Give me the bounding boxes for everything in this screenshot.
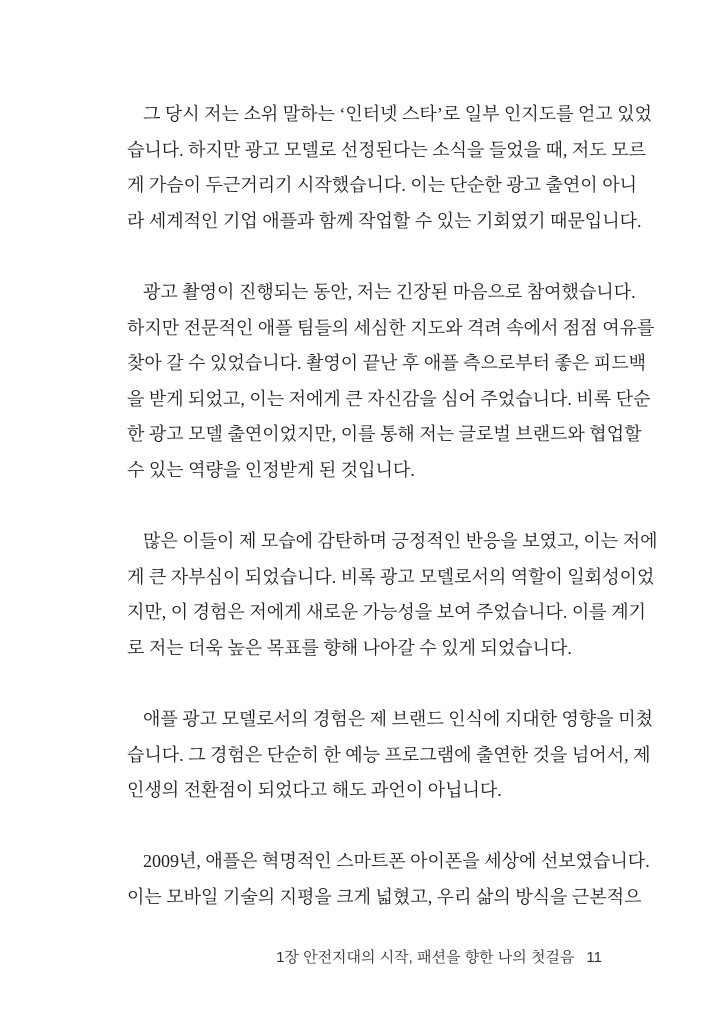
body-text [127, 97, 658, 951]
page-footer [276, 946, 602, 967]
text-line: 로 저는 더욱 높은 목표를 향해 나아갈 수 있게 되었습니다. [127, 637, 572, 658]
text-line: 2009년, 애플은 혁명적인 스마트폰 아이폰을 세상에 선보였습니다. [143, 851, 650, 872]
paragraph [127, 524, 658, 666]
text-line: 라 세계적인 기업 애플과 함께 작업할 수 있는 기회였기 때문입니다. [127, 210, 642, 231]
text-line: 인생의 전환점이 되었다고 해도 과언이 아닙니다. [127, 780, 502, 801]
text-line: 애플 광고 모델로서의 경험은 제 브랜드 인식에 지대한 영향을 미쳤 [143, 709, 653, 730]
text-line: 을 받게 되었고, 이는 저에게 큰 자신감을 심어 주었습니다. 비록 단순 [127, 388, 651, 409]
text-line: 한 광고 모델 출연이었지만, 이를 통해 저는 글로벌 브랜드와 협업할 [127, 424, 642, 445]
text-line: 광고 촬영이 진행되는 동안, 저는 긴장된 마음으로 참여했습니다. [143, 281, 636, 302]
page-number: 11 [586, 949, 602, 966]
paragraph [127, 97, 653, 239]
text-line: 찾아 갈 수 있었습니다. 촬영이 끝난 후 애플 측으로부터 좋은 피드백 [127, 353, 646, 374]
text-line: 그 당시 저는 소위 말하는 ‘인터넷 스타’로 일부 인지도를 얻고 있었 [143, 104, 653, 124]
text-line: 게 가슴이 두근거리기 시작했습니다. 이는 단순한 광고 출연이 아니 [127, 175, 637, 196]
paragraph [127, 844, 650, 915]
text-line: 게 큰 자부심이 되었습니다. 비록 광고 모델로서의 역할이 일회성이었 [127, 566, 655, 587]
paragraph [127, 275, 655, 489]
text-line: 하지만 전문적인 애플 팀들의 세심한 지도와 격려 속에서 점점 여유를 [127, 317, 655, 338]
text-line: 습니다. 하지만 광고 모델로 선정된다는 소식을 들었을 때, 저도 모르 [127, 139, 646, 160]
paragraph [127, 702, 653, 809]
text-line: 많은 이들이 제 모습에 감탄하며 긍정적인 반응을 보였고, 이는 저에 [143, 531, 658, 552]
text-line: 습니다. 그 경험은 단순히 한 예능 프로그램에 출연한 것을 넘어서, 제 [127, 744, 651, 765]
text-line: 이는 모바일 기술의 지평을 크게 넓혔고, 우리 삶의 방식을 근본적으 [127, 887, 642, 908]
text-line: 지만, 이 경험은 저에게 새로운 가능성을 보여 주었습니다. 이를 계기 [127, 602, 646, 623]
running-header-chapter: 1장 안전지대의 시작, 패션을 향한 나의 첫걸음 [276, 949, 575, 966]
text-line: 수 있는 역량을 인정받게 된 것입니다. [127, 459, 415, 480]
